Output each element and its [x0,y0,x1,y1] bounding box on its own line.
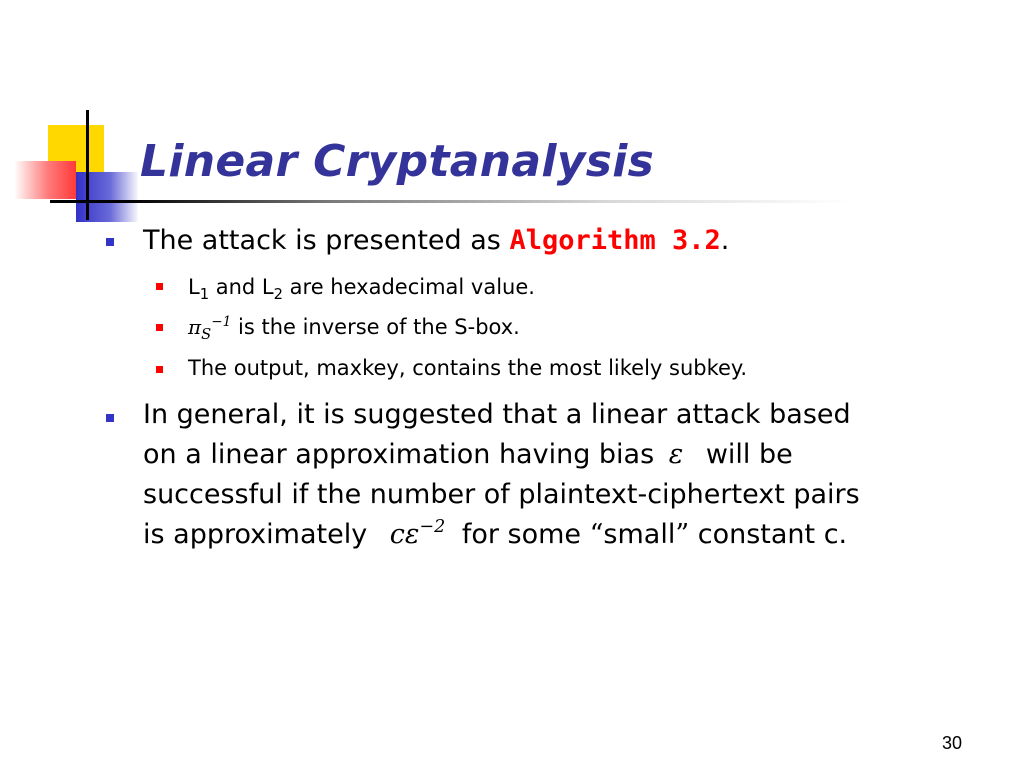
subscript: 2 [273,286,283,304]
decorative-vertical-line [86,110,89,220]
pi-symbol: π [188,315,202,339]
bullet-linear-attack-general [143,395,953,555]
pi-superscript: −1 [211,313,232,330]
sub-bullet-l1-l2 [188,273,535,304]
exponent: −2 [419,517,446,538]
sub-text: is the inverse of the S-box. [231,315,520,339]
sub-bullet-marker [156,283,163,290]
bullet-text: will be [697,439,793,470]
sub-bullet-inverse-sbox [188,313,520,344]
bullet-line [143,435,953,475]
sub-bullet-marker [156,324,163,331]
bullet-marker [106,414,114,422]
pi-subscript: S [201,326,212,344]
bullet-text: is approximately [143,519,376,550]
decorative-red-gradient-bar [14,161,76,199]
sub-bullet-marker [156,366,163,373]
subscript: 1 [199,286,210,304]
epsilon-symbol: ε [404,519,420,550]
bullet-line: successful if the number of plaintext-ciphertext pairs [143,479,860,510]
bullet-text-suffix: . [720,225,730,256]
bullet-text: constant c. [689,519,848,550]
sub-text: and L [209,275,274,299]
bullet-line [143,515,953,555]
algorithm-reference: Algorithm 3.2 [509,225,721,256]
bullet-line: In general, it is suggested that a linear attack based [143,399,851,430]
bullet-attack-presented [143,221,953,261]
close-quote: ” [675,519,690,550]
small-word: small [603,519,676,550]
bullet-text: on a linear approximation having bias [143,439,663,470]
title-underline [50,200,850,203]
bullet-marker [106,238,114,246]
page-number: 30 [941,733,962,753]
bullet-text: The attack is presented as [143,225,510,256]
slide-title: Linear Cryptanalysis [140,136,655,187]
sub-bullet-output-maxkey: The output, maxkey, contains the most likely subkey. [188,356,748,380]
bullet-text: for some [453,519,590,550]
epsilon-symbol: ε [668,439,684,470]
sub-text: are hexadecimal value. [282,275,535,299]
c-symbol: c [389,519,405,550]
sub-text: L [188,275,200,299]
open-quote: “ [589,519,604,550]
